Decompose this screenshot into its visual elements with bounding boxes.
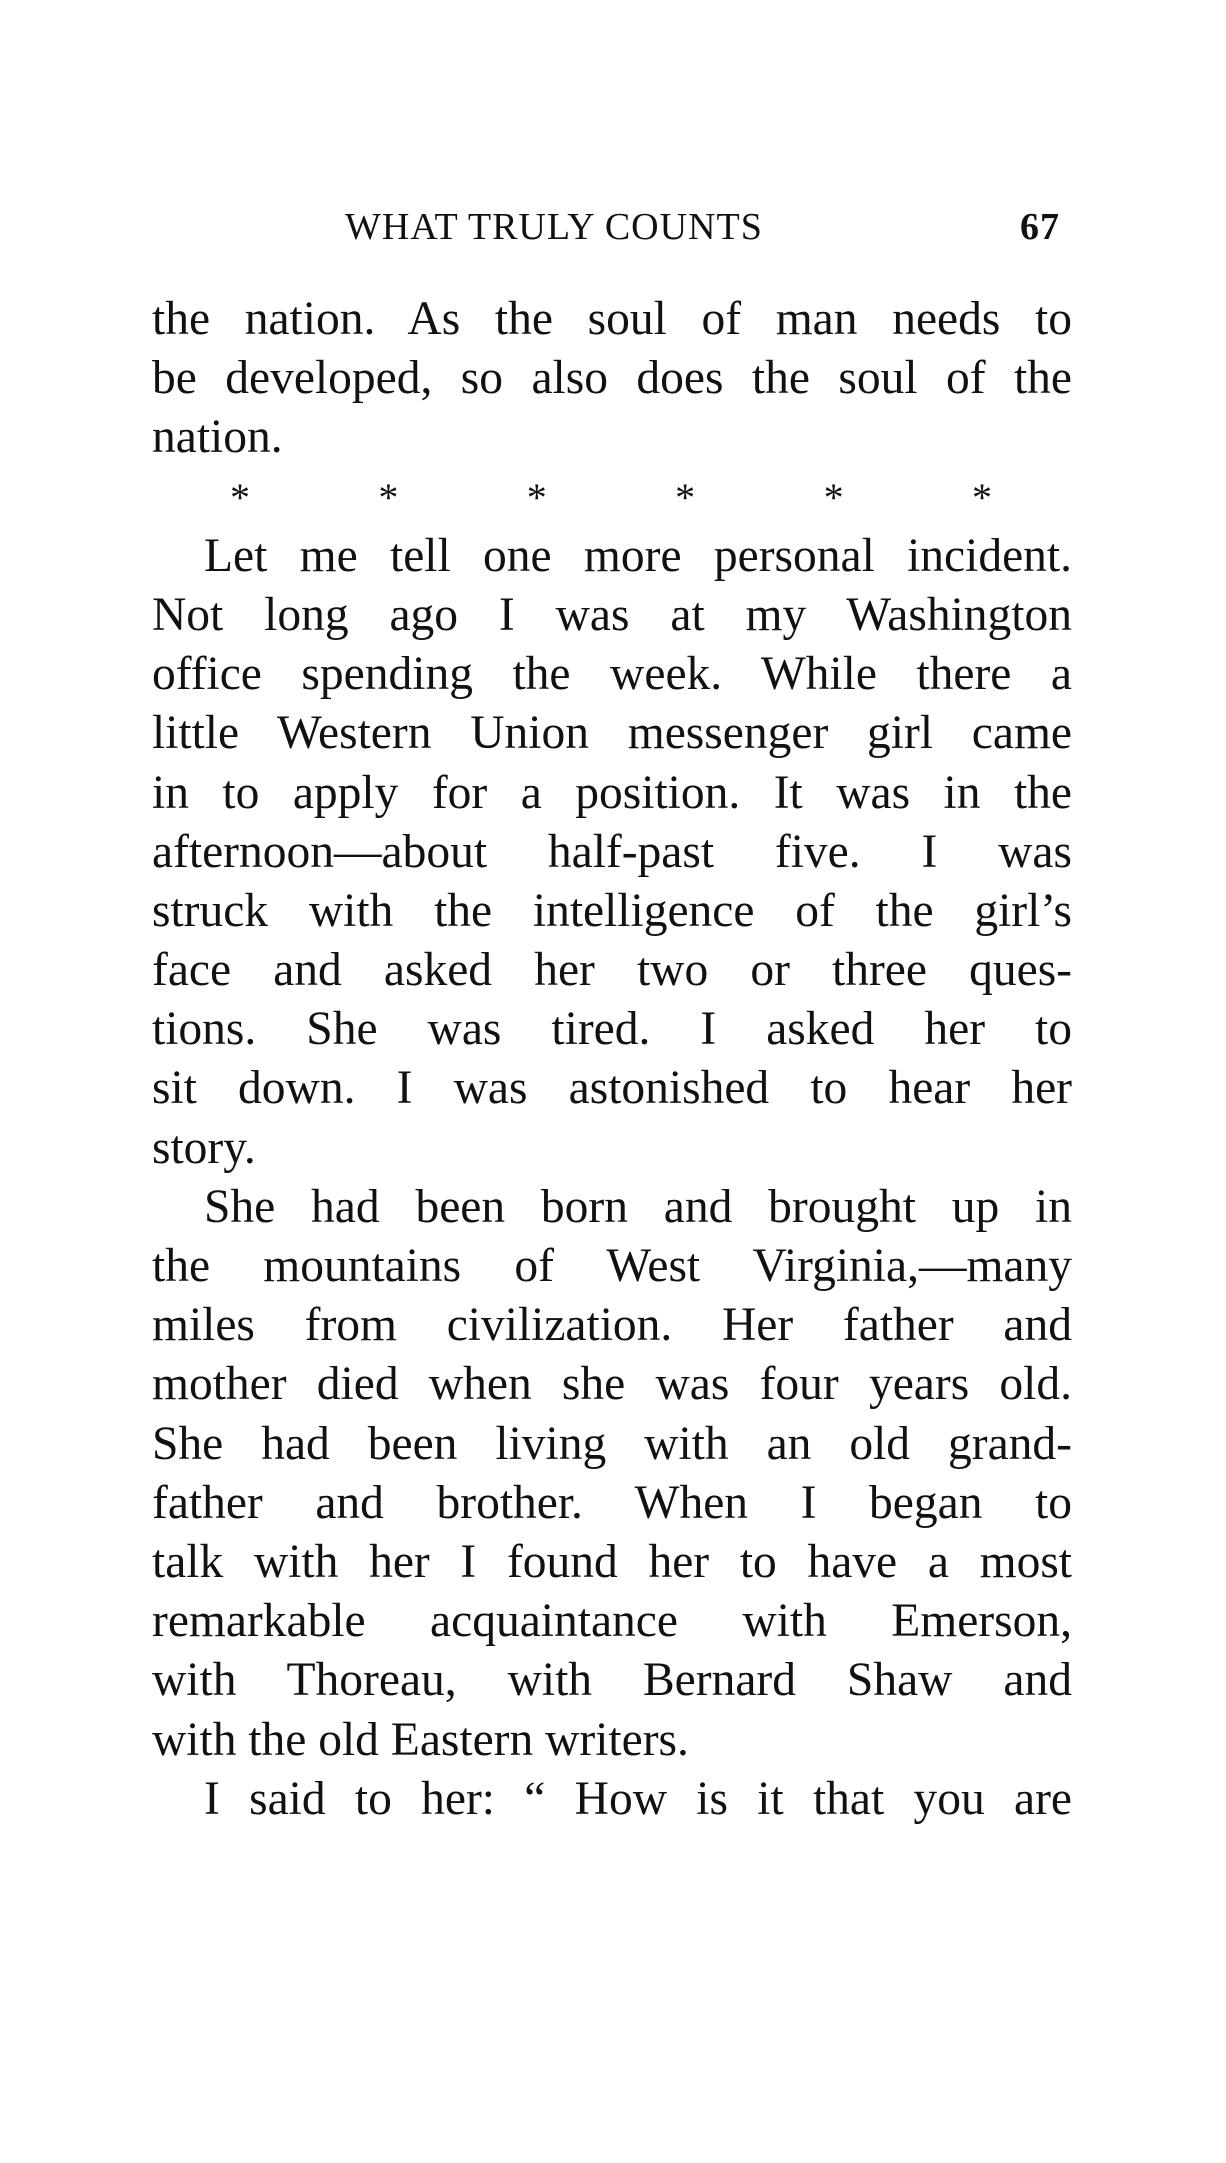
separator-star: * <box>230 474 250 520</box>
text-line: remarkable acquaintance with Emerson, <box>152 1595 1072 1648</box>
text-line: talk with her I found her to have a most <box>152 1535 1072 1588</box>
text-line: She had been living with an old grand- <box>152 1417 1072 1470</box>
text-line: with the old Eastern writers. <box>152 1713 689 1766</box>
text-line: in to apply for a position. It was in the <box>152 766 1072 819</box>
text-line: afternoon—about half-past five. I was <box>152 825 1072 878</box>
text-line: with Thoreau, with Bernard Shaw and <box>152 1654 1072 1707</box>
running-title: WHAT TRULY COUNTS <box>345 206 763 248</box>
paragraph-question <box>152 1770 1072 1829</box>
text-line: office spending the week. While there a <box>152 648 1072 701</box>
text-line: Let me tell one more personal incident. <box>204 529 1072 582</box>
text-line: nation. <box>152 411 283 464</box>
text-line: face and asked her two or three ques- <box>152 944 1072 997</box>
section-separator <box>152 468 1072 527</box>
text-line: tions. She was tired. I asked her to <box>152 1003 1072 1056</box>
text-line: story. <box>152 1121 256 1174</box>
separator-star: * <box>526 474 547 520</box>
text-line: Not long ago I was at my Washington <box>152 588 1072 641</box>
text-line: little Western Union messenger girl came <box>152 707 1072 760</box>
separator-star: * <box>675 474 696 520</box>
text-line: the nation. As the soul of man needs to <box>152 293 1072 345</box>
text-line: I said to her: “ How is it that you are <box>204 1772 1072 1825</box>
text-line: mother died when she was four years old. <box>152 1358 1072 1411</box>
page-number: 67 <box>1020 206 1060 248</box>
paragraph-background <box>152 1178 1072 1770</box>
separator-star: * <box>971 474 992 520</box>
text-line: father and brother. When I began to <box>152 1476 1072 1529</box>
text-line: be developed, so also does the soul of the <box>152 352 1072 405</box>
text-line: the mountains of West Virginia,—many <box>152 1240 1072 1292</box>
running-head <box>345 205 1060 261</box>
body-text <box>152 290 1072 1829</box>
text-line: miles from civilization. Her father and <box>152 1299 1072 1352</box>
paragraph-continuation <box>152 290 1072 468</box>
separator-star: * <box>823 474 844 520</box>
text-line: sit down. I was astonished to hear her <box>152 1062 1072 1115</box>
paragraph-incident <box>152 527 1072 1178</box>
text-line: struck with the intelligence of the girl’s <box>152 884 1072 937</box>
text-line: She had been born and brought up in <box>204 1180 1072 1233</box>
separator-star: * <box>378 474 399 520</box>
